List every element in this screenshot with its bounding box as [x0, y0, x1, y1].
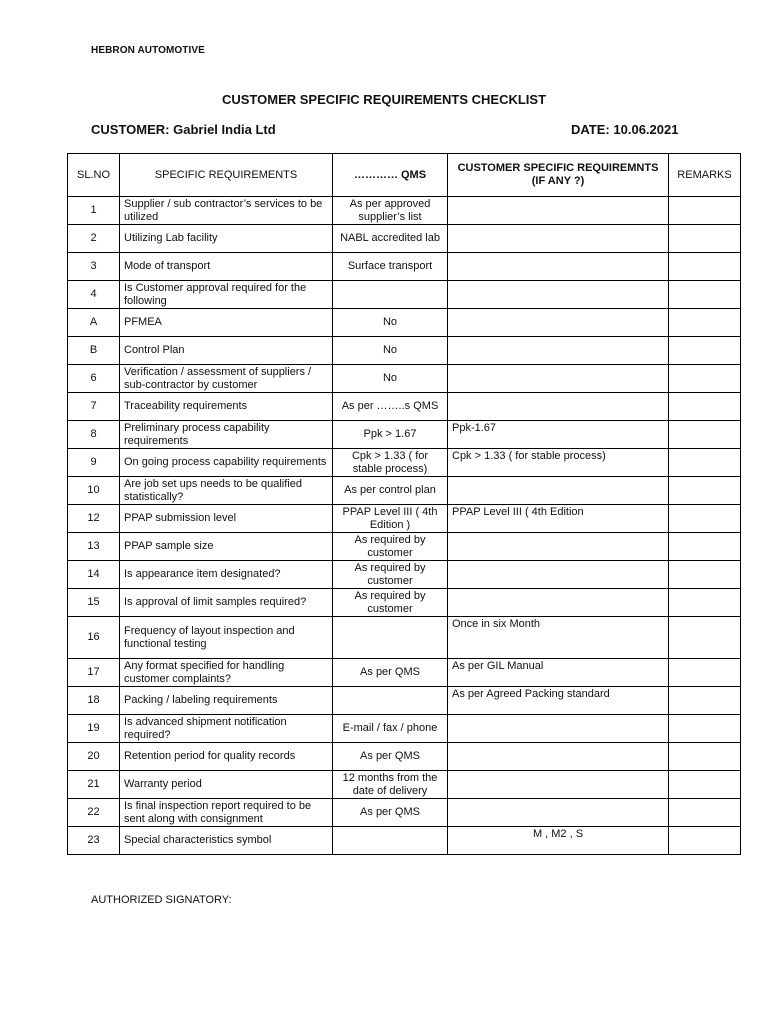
col-header-requirements: SPECIFIC REQUIREMENTS — [120, 154, 333, 197]
cell-slno: 10 — [68, 477, 120, 505]
table-row — [68, 337, 741, 365]
cell-qms — [333, 617, 448, 659]
cell-requirement: Verification / assessment of suppliers / sub-contractor by customer — [120, 365, 333, 393]
table-row — [68, 365, 741, 393]
cell-remarks — [669, 253, 741, 281]
cell-requirement: Frequency of layout inspection and functional testing — [120, 617, 333, 659]
cell-customer-specific: PPAP Level III ( 4th Edition — [448, 505, 669, 533]
table-row — [68, 225, 741, 253]
col-header-qms: ………… QMS — [333, 154, 448, 197]
company-name: HEBRON AUTOMOTIVE — [91, 45, 205, 56]
cell-customer-specific — [448, 281, 669, 309]
cell-slno: 19 — [68, 715, 120, 743]
cell-remarks — [669, 617, 741, 659]
cell-requirement: Supplier / sub contractor’s services to be utilized — [120, 197, 333, 225]
table-row — [68, 715, 741, 743]
cell-qms: As required by customer — [333, 589, 448, 617]
cell-remarks — [669, 505, 741, 533]
cell-requirement: Retention period for quality records — [120, 743, 333, 771]
cell-customer-specific — [448, 771, 669, 799]
cell-customer-specific: As per GIL Manual — [448, 659, 669, 687]
cell-slno: 4 — [68, 281, 120, 309]
cell-slno: A — [68, 309, 120, 337]
cell-qms: 12 months from the date of delivery — [333, 771, 448, 799]
cell-requirement: PPAP submission level — [120, 505, 333, 533]
cell-remarks — [669, 197, 741, 225]
cell-qms: As per QMS — [333, 799, 448, 827]
cell-slno: 14 — [68, 561, 120, 589]
cell-slno: 2 — [68, 225, 120, 253]
table-row — [68, 799, 741, 827]
cell-qms — [333, 281, 448, 309]
cell-slno: 20 — [68, 743, 120, 771]
cell-qms — [333, 827, 448, 855]
table-row — [68, 197, 741, 225]
cell-requirement: Is Customer approval required for the following — [120, 281, 333, 309]
requirements-table — [67, 153, 741, 855]
cell-requirement: Is final inspection report required to be sent along with consignment — [120, 799, 333, 827]
cell-qms: As per ……..s QMS — [333, 393, 448, 421]
cell-remarks — [669, 589, 741, 617]
table-row — [68, 771, 741, 799]
table-row — [68, 659, 741, 687]
cell-remarks — [669, 659, 741, 687]
cell-customer-specific — [448, 589, 669, 617]
cell-slno: 16 — [68, 617, 120, 659]
cell-slno: 13 — [68, 533, 120, 561]
table-row — [68, 617, 741, 659]
cell-slno: 3 — [68, 253, 120, 281]
table-row — [68, 743, 741, 771]
cell-remarks — [669, 477, 741, 505]
date-line — [571, 122, 678, 137]
table-row — [68, 421, 741, 449]
table-row — [68, 589, 741, 617]
col-header-remarks: REMARKS — [669, 154, 741, 197]
cell-slno: 8 — [68, 421, 120, 449]
cell-requirement: PPAP sample size — [120, 533, 333, 561]
cell-remarks — [669, 687, 741, 715]
cell-customer-specific — [448, 337, 669, 365]
cell-customer-specific — [448, 365, 669, 393]
cell-slno: 1 — [68, 197, 120, 225]
cell-qms: E-mail / fax / phone — [333, 715, 448, 743]
date-value: 10.06.2021 — [613, 122, 679, 137]
cell-requirement: Control Plan — [120, 337, 333, 365]
cell-qms: NABL accredited lab — [333, 225, 448, 253]
cell-qms: No — [333, 309, 448, 337]
customer-line — [91, 122, 276, 137]
cell-remarks — [669, 715, 741, 743]
cell-requirement: Are job set ups needs to be qualified statistically? — [120, 477, 333, 505]
table-row — [68, 477, 741, 505]
table-row — [68, 393, 741, 421]
cell-slno: 23 — [68, 827, 120, 855]
cell-qms: No — [333, 337, 448, 365]
cell-qms: Surface transport — [333, 253, 448, 281]
cell-customer-specific — [448, 533, 669, 561]
cell-qms: As per control plan — [333, 477, 448, 505]
cell-requirement: Packing / labeling requirements — [120, 687, 333, 715]
cell-slno: 15 — [68, 589, 120, 617]
table-row — [68, 687, 741, 715]
cell-customer-specific — [448, 715, 669, 743]
cell-slno: 9 — [68, 449, 120, 477]
cell-requirement: Mode of transport — [120, 253, 333, 281]
cell-requirement: Utilizing Lab facility — [120, 225, 333, 253]
cell-qms: PPAP Level III ( 4th Edition ) — [333, 505, 448, 533]
table-row — [68, 827, 741, 855]
cell-customer-specific — [448, 743, 669, 771]
cell-remarks — [669, 561, 741, 589]
table-row — [68, 281, 741, 309]
cell-remarks — [669, 799, 741, 827]
cell-remarks — [669, 421, 741, 449]
cell-remarks — [669, 281, 741, 309]
cell-customer-specific — [448, 309, 669, 337]
document-title: CUSTOMER SPECIFIC REQUIREMENTS CHECKLIST — [221, 92, 547, 107]
cell-slno: 22 — [68, 799, 120, 827]
cell-remarks — [669, 309, 741, 337]
cell-customer-specific — [448, 253, 669, 281]
cell-customer-specific — [448, 799, 669, 827]
cell-requirement: Is advanced shipment notification required? — [120, 715, 333, 743]
cell-slno: 7 — [68, 393, 120, 421]
cell-customer-specific — [448, 393, 669, 421]
cell-customer-specific: Ppk-1.67 — [448, 421, 669, 449]
cell-requirement: Is approval of limit samples required? — [120, 589, 333, 617]
cell-customer-specific — [448, 197, 669, 225]
table-header-row — [68, 154, 741, 197]
cell-remarks — [669, 449, 741, 477]
cell-qms — [333, 687, 448, 715]
cell-slno: 21 — [68, 771, 120, 799]
cell-requirement: Preliminary process capability requirements — [120, 421, 333, 449]
col-header-slno: SL.NO — [68, 154, 120, 197]
cell-requirement: PFMEA — [120, 309, 333, 337]
cell-remarks — [669, 743, 741, 771]
cell-remarks — [669, 533, 741, 561]
cell-requirement: Any format specified for handling customer complaints? — [120, 659, 333, 687]
table-row — [68, 253, 741, 281]
cell-customer-specific — [448, 561, 669, 589]
cell-qms: As required by customer — [333, 533, 448, 561]
cell-customer-specific: Cpk > 1.33 ( for stable process) — [448, 449, 669, 477]
cell-qms: Cpk > 1.33 ( for stable process) — [333, 449, 448, 477]
cell-qms: Ppk > 1.67 — [333, 421, 448, 449]
authorized-signatory: AUTHORIZED SIGNATORY: — [91, 894, 232, 906]
cell-remarks — [669, 827, 741, 855]
customer-value: Gabriel India Ltd — [173, 122, 276, 137]
table-row — [68, 449, 741, 477]
cell-remarks — [669, 225, 741, 253]
cell-slno: 12 — [68, 505, 120, 533]
cell-remarks — [669, 393, 741, 421]
cell-remarks — [669, 771, 741, 799]
cell-requirement: Special characteristics symbol — [120, 827, 333, 855]
customer-label: CUSTOMER: — [91, 122, 170, 137]
cell-remarks — [669, 365, 741, 393]
cell-requirement: Traceability requirements — [120, 393, 333, 421]
cell-slno: 6 — [68, 365, 120, 393]
table-row — [68, 309, 741, 337]
cell-qms: As per approved supplier’s list — [333, 197, 448, 225]
cell-slno: 18 — [68, 687, 120, 715]
cell-requirement: On going process capability requirements — [120, 449, 333, 477]
cell-customer-specific — [448, 477, 669, 505]
cell-remarks — [669, 337, 741, 365]
cell-qms: As per QMS — [333, 743, 448, 771]
cell-customer-specific: Once in six Month — [448, 617, 669, 659]
cell-customer-specific: As per Agreed Packing standard — [448, 687, 669, 715]
cell-slno: B — [68, 337, 120, 365]
table-row — [68, 505, 741, 533]
cell-customer-specific — [448, 225, 669, 253]
col-header-customer-specific: CUSTOMER SPECIFIC REQUIREMNTS (IF ANY ?) — [448, 154, 669, 197]
cell-qms: No — [333, 365, 448, 393]
table-row — [68, 561, 741, 589]
cell-qms: As required by customer — [333, 561, 448, 589]
cell-slno: 17 — [68, 659, 120, 687]
cell-customer-specific: M , M2 , S — [448, 827, 669, 855]
cell-requirement: Warranty period — [120, 771, 333, 799]
cell-qms: As per QMS — [333, 659, 448, 687]
table-row — [68, 533, 741, 561]
date-label: DATE: — [571, 122, 610, 137]
cell-requirement: Is appearance item designated? — [120, 561, 333, 589]
